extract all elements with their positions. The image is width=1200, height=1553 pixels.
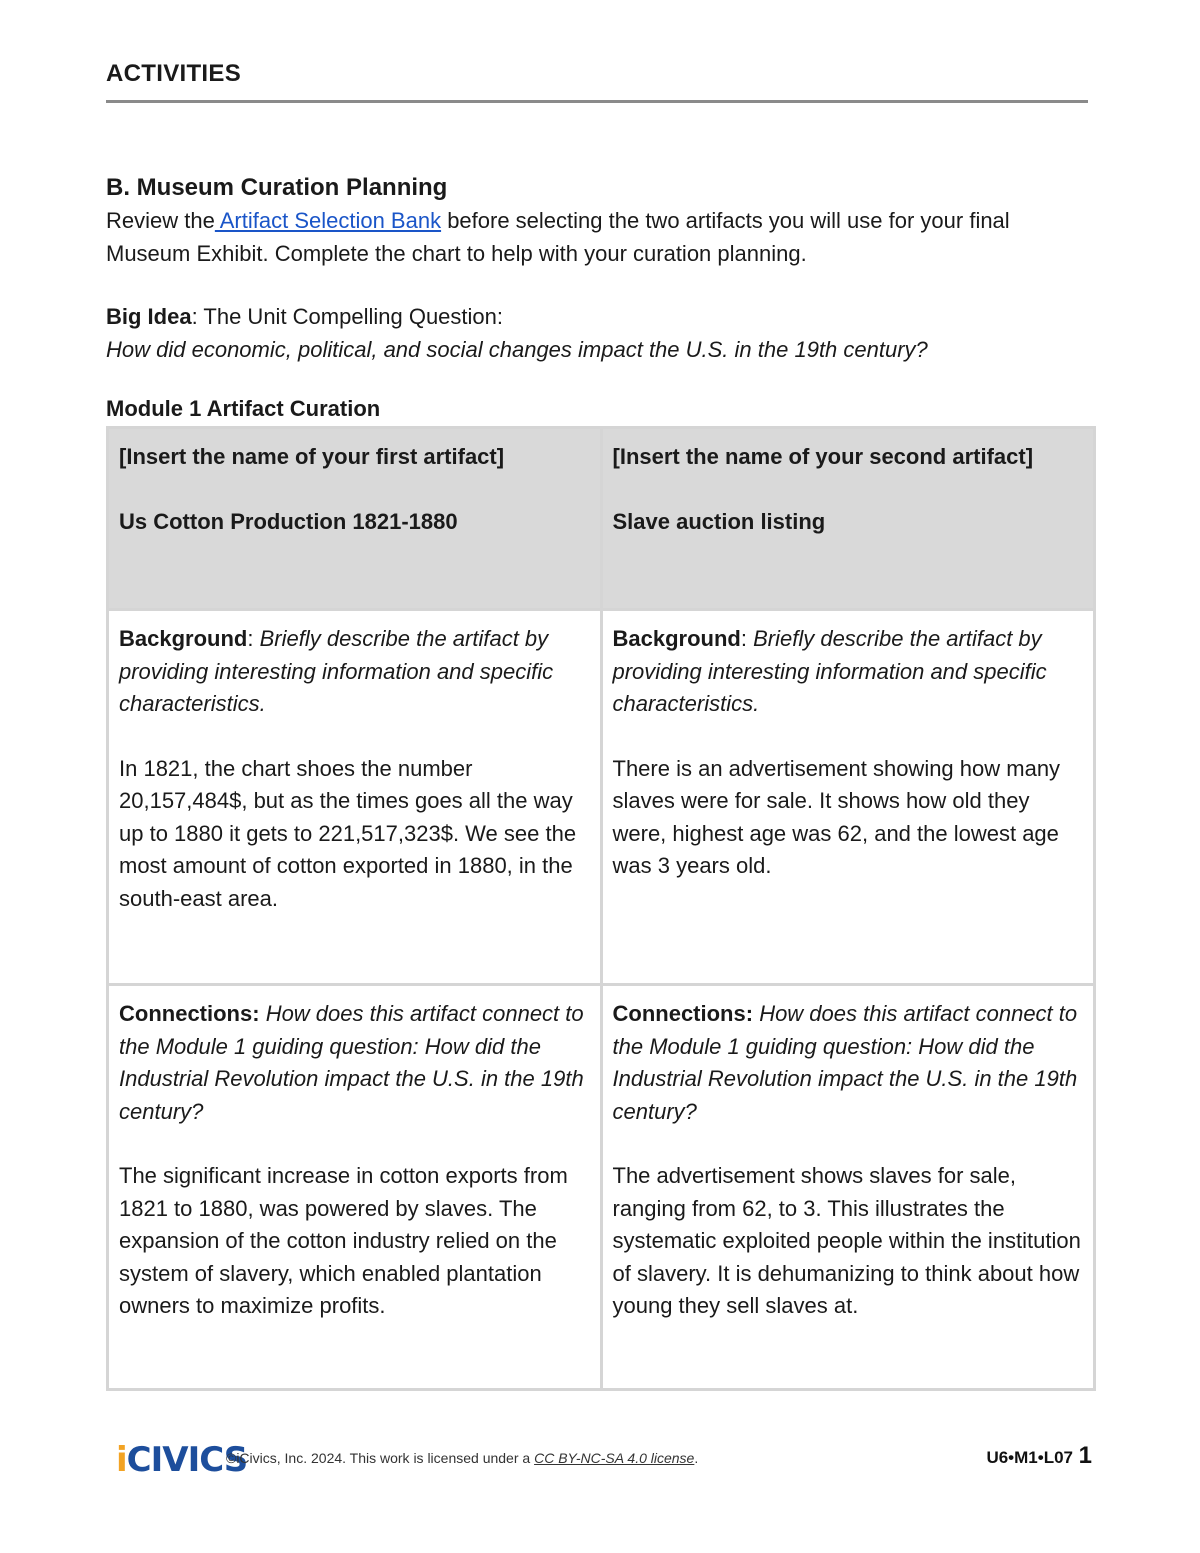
compelling-question: How did economic, political, and social changes impact the U.S. in the 19th century? xyxy=(106,337,928,362)
background-row xyxy=(108,610,1095,985)
artifact-1-connections-cell[interactable] xyxy=(108,985,602,1390)
background-instructions: Briefly describe the artifact by providing interesting information and specific characteristics. xyxy=(119,626,554,716)
big-idea xyxy=(106,300,1096,366)
section-title: B. Museum Curation Planning xyxy=(106,174,448,201)
background-label: Background xyxy=(119,626,248,651)
icivics-logo: iCIVICS xyxy=(116,1440,248,1480)
artifact-2-connections-answer: The advertisement shows slaves for sale, ranging from 62, to 3. This illustrates the systematic exploited people within the institution of slavery. It is dehumanizing to think about how young they sell slaves at. xyxy=(612,1163,1081,1318)
background-instructions: Briefly describe the artifact by providing interesting information and specific characteristics. xyxy=(612,626,1047,716)
artifact-1-background-answer: In 1821, the chart shoes the number 20,157,484$, but as the times goes all the way up to 1880 it gets to 221,517,323$. We see the most amount of cotton exported in 1880, in the south-east area. xyxy=(119,755,577,911)
page-footer xyxy=(116,1440,1096,1480)
big-idea-text: : The Unit Compelling Question: xyxy=(191,304,503,329)
artifact-2-prompt: [Insert the name of your second artifact] xyxy=(612,444,1034,469)
connections-label: Connections: xyxy=(612,1001,754,1026)
connections-row xyxy=(108,985,1095,1390)
section-intro xyxy=(106,204,1096,270)
artifact-1-background-prompt: Background: Briefly describe the artifact by providing interesting information and specific characteristics. xyxy=(119,626,554,716)
artifact-1-prompt: [Insert the name of your first artifact] xyxy=(119,444,505,469)
license-text: ©iCivics, Inc. 2024. This work is licensed under a CC BY-NC-SA 4.0 license. xyxy=(226,1450,699,1466)
background-label: Background xyxy=(612,626,741,651)
artifact-selection-bank-link[interactable]: Artifact Selection Bank xyxy=(214,208,442,233)
artifact-2-connections-prompt xyxy=(613,998,1084,1128)
artifact-1-connections-prompt xyxy=(119,998,590,1128)
connections-label: Connections: xyxy=(119,1001,260,1026)
module-title: Module 1 Artifact Curation xyxy=(106,396,381,421)
license-link[interactable]: CC BY-NC-SA 4.0 license xyxy=(534,1450,695,1466)
artifact-1-header-cell[interactable] xyxy=(108,428,602,610)
artifact-2-name: Slave auction listing xyxy=(612,508,826,534)
intro-prefix: Review the xyxy=(106,208,215,233)
big-idea-label: Big Idea xyxy=(106,304,192,329)
intro-suffix: before selecting the two artifacts you will use for your final Museum Exhibit. Complete the chart to help with your curation planning. xyxy=(106,208,1010,266)
artifact-2-connections-cell[interactable] xyxy=(601,985,1095,1390)
lesson-code: U6•M1•L07 xyxy=(986,1448,1073,1467)
artifact-1-name: Us Cotton Production 1821-1880 xyxy=(119,508,458,534)
artifact-1-connections-answer: The significant increase in cotton exports from 1821 to 1880, was powered by slaves. The expansion of the cotton industry relied on the system of slavery, which enabled plantation owners to maximize profits. xyxy=(119,1163,568,1318)
artifact-2-header-cell[interactable] xyxy=(601,428,1095,610)
artifact-1-background-cell[interactable] xyxy=(108,610,602,985)
artifact-2-background-prompt: Background: Briefly describe the artifact by providing interesting information and specific characteristics. xyxy=(612,626,1047,716)
connections-instructions: How does this artifact connect to the Module 1 guiding question: How did the Industrial Revolution impact the U.S. in the 19th century? xyxy=(612,1001,1078,1124)
curation-table xyxy=(106,426,1096,1391)
artifact-2-background-answer: There is an advertisement showing how many slaves were for sale. It shows how old they were, highest age was 62, and the lowest age was 3 years old. xyxy=(612,755,1061,878)
artifact-2-background-cell[interactable] xyxy=(601,610,1095,985)
header-divider xyxy=(106,100,1088,103)
table-header-row xyxy=(108,428,1095,610)
page-header-title: ACTIVITIES xyxy=(106,60,242,87)
connections-instructions: How does this artifact connect to the Module 1 guiding question: How did the Industrial Revolution impact the U.S. in the 19th century? xyxy=(119,1001,584,1124)
page-number: 1 xyxy=(1078,1442,1092,1469)
